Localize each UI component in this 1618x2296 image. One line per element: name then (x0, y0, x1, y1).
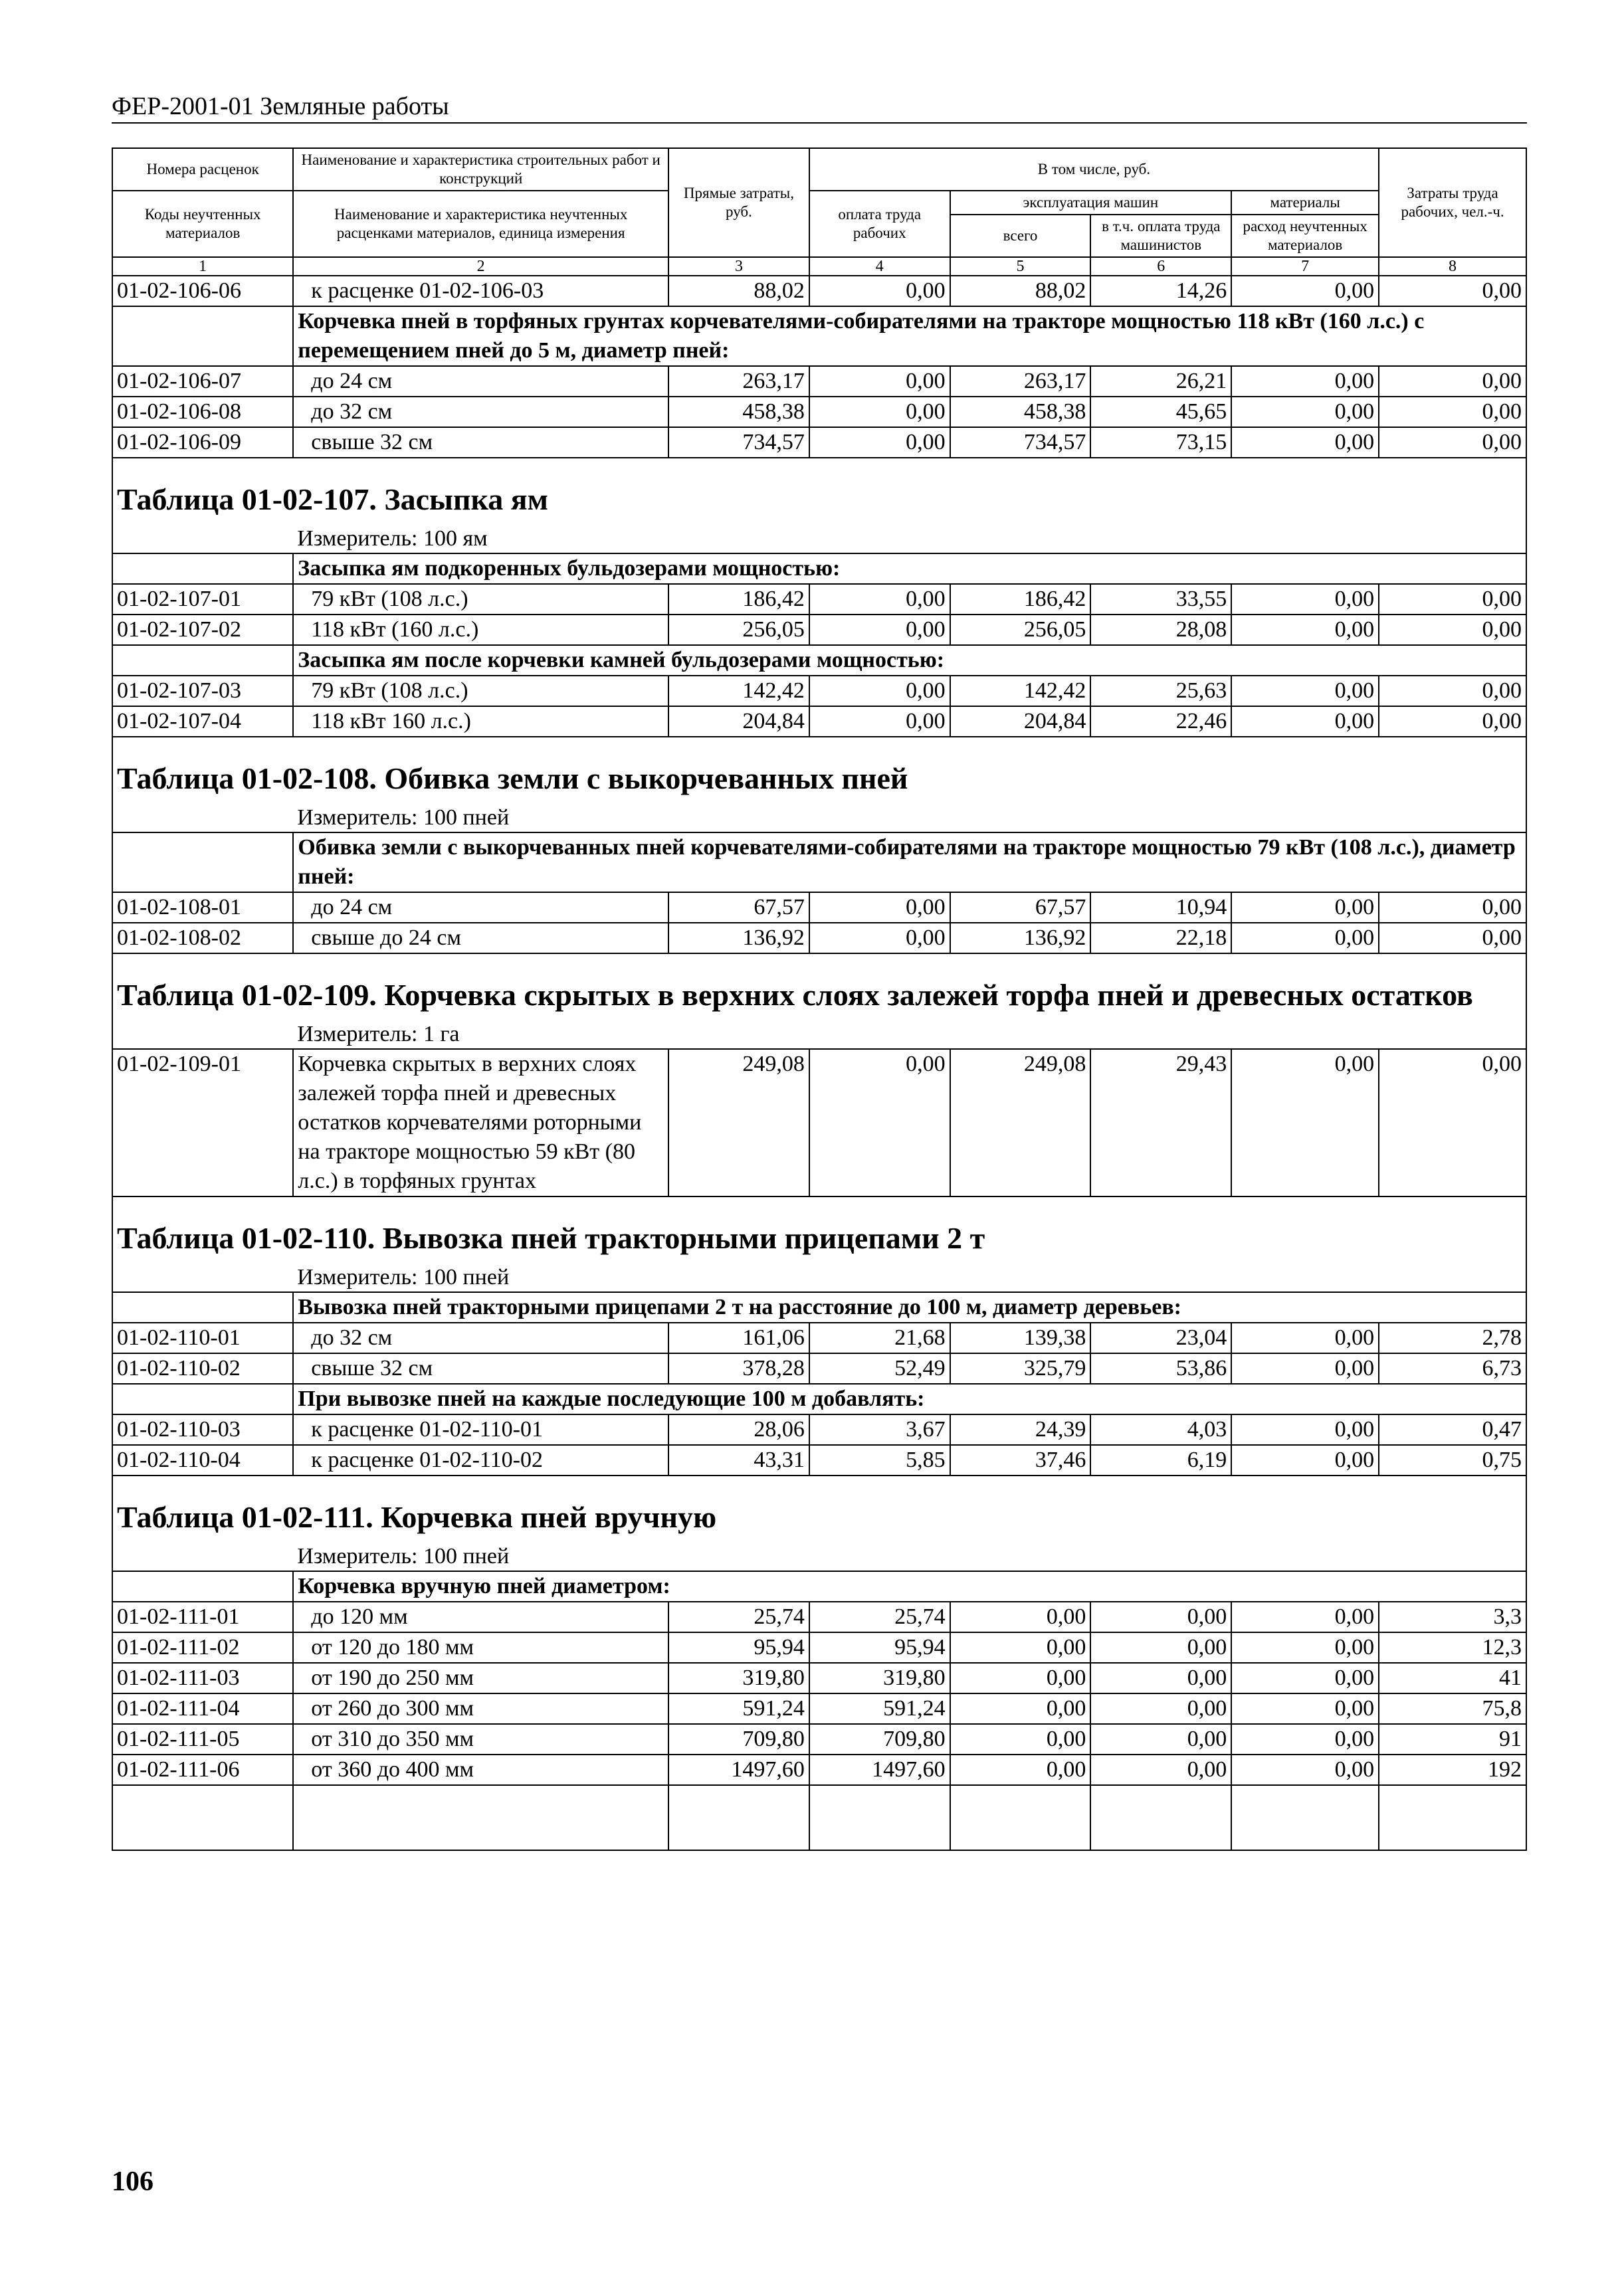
group-blank (112, 306, 293, 366)
table-row (112, 1693, 1526, 1724)
group-blank (112, 645, 293, 676)
rate-code: 01-02-106-09 (112, 427, 293, 458)
table-row (112, 676, 1526, 706)
header-direct-costs: Прямые затраты, руб. (668, 148, 809, 257)
value-cell: 378,28 (668, 1353, 809, 1384)
running-head: ФЕР-2001-01 Земляные работы (112, 92, 1527, 124)
value-cell: 0,00 (1379, 706, 1526, 737)
table-row (112, 923, 1526, 953)
value-cell: 319,80 (668, 1663, 809, 1693)
value-cell: 75,8 (1379, 1693, 1526, 1724)
value-cell: 256,05 (668, 615, 809, 645)
value-cell: 139,38 (950, 1323, 1091, 1353)
value-cell: 10,94 (1090, 892, 1231, 923)
group-heading: Корчевка пней в торфяных грунтах корчевателями-собирателями на тракторе мощностью 118 кВт (160 л.с.) с перемещением пней до 5 м, диаметр пней: (293, 306, 1526, 366)
measure-unit-row (112, 525, 1526, 553)
value-cell: 22,18 (1090, 923, 1231, 953)
measure-unit: Измеритель: 100 пней (293, 1543, 1526, 1571)
value-cell: 22,46 (1090, 706, 1231, 737)
empty-cell (950, 1785, 1091, 1850)
value-cell: 256,05 (950, 615, 1091, 645)
value-cell: 88,02 (950, 276, 1091, 306)
value-cell: 6,73 (1379, 1353, 1526, 1384)
value-cell: 0,00 (809, 1049, 950, 1196)
value-cell: 28,08 (1090, 615, 1231, 645)
value-cell: 14,26 (1090, 276, 1231, 306)
group-blank (112, 832, 293, 892)
value-cell: 0,00 (1379, 923, 1526, 953)
value-cell: 263,17 (668, 366, 809, 397)
group-row (112, 1292, 1526, 1323)
value-cell: 0,00 (1379, 276, 1526, 306)
value-cell: 734,57 (668, 427, 809, 458)
value-cell: 88,02 (668, 276, 809, 306)
value-cell: 0,00 (1379, 584, 1526, 615)
column-number: 7 (1231, 257, 1379, 276)
value-cell: 0,00 (1231, 1323, 1379, 1353)
rate-code: 01-02-111-05 (112, 1724, 293, 1755)
group-heading: При вывозке пней на каждые последующие 100 м добавлять: (293, 1384, 1526, 1414)
value-cell: 709,80 (809, 1724, 950, 1755)
table-row (112, 706, 1526, 737)
header-material-codes: Коды неучтенных материалов (112, 191, 293, 257)
value-cell: 0,00 (1379, 1049, 1526, 1196)
value-cell: 0,00 (809, 923, 950, 953)
value-cell: 325,79 (950, 1353, 1091, 1384)
header-row-1 (112, 148, 1526, 191)
work-name: до 24 см (293, 892, 668, 923)
group-heading: Вывозка пней тракторными прицепами 2 т на расстояние до 100 м, диаметр деревьев: (293, 1292, 1526, 1323)
column-number: 2 (293, 257, 668, 276)
value-cell: 249,08 (950, 1049, 1091, 1196)
group-row (112, 306, 1526, 366)
rate-code: 01-02-111-01 (112, 1602, 293, 1632)
header-labor: Затраты труда рабочих, чел.-ч. (1379, 148, 1526, 257)
page-number: 106 (112, 2166, 153, 2197)
work-name: к расценке 01-02-110-02 (293, 1445, 668, 1476)
rate-code: 01-02-111-02 (112, 1632, 293, 1663)
value-cell: 0,00 (1231, 366, 1379, 397)
value-cell: 0,00 (1231, 676, 1379, 706)
value-cell: 3,67 (809, 1414, 950, 1445)
value-cell: 26,21 (1090, 366, 1231, 397)
header-row-2 (112, 191, 1526, 215)
rate-code: 01-02-110-02 (112, 1353, 293, 1384)
rate-code: 01-02-110-04 (112, 1445, 293, 1476)
value-cell: 0,00 (1379, 892, 1526, 923)
value-cell: 591,24 (809, 1693, 950, 1724)
measure-unit: Измеритель: 1 га (293, 1020, 1526, 1049)
group-blank (112, 553, 293, 584)
header-wages: оплата труда рабочих (809, 191, 950, 257)
table-row (112, 1049, 1526, 1196)
column-number: 5 (950, 257, 1091, 276)
work-name: от 360 до 400 мм (293, 1755, 668, 1785)
value-cell: 28,06 (668, 1414, 809, 1445)
value-cell: 142,42 (668, 676, 809, 706)
value-cell: 0,00 (950, 1602, 1091, 1632)
rate-code: 01-02-106-06 (112, 276, 293, 306)
table-title-row (112, 953, 1526, 1020)
work-name: свыше до 24 см (293, 923, 668, 953)
rate-code: 01-02-106-08 (112, 397, 293, 427)
value-cell: 204,84 (950, 706, 1091, 737)
value-cell: 0,00 (1090, 1693, 1231, 1724)
work-name: свыше 32 см (293, 1353, 668, 1384)
work-name: от 190 до 250 мм (293, 1663, 668, 1693)
empty-cell (1379, 1785, 1526, 1850)
value-cell: 95,94 (668, 1632, 809, 1663)
group-row (112, 1571, 1526, 1602)
measure-blank (112, 1020, 293, 1049)
value-cell: 0,00 (1379, 676, 1526, 706)
measure-unit: Измеритель: 100 пней (293, 804, 1526, 832)
measure-unit-row (112, 804, 1526, 832)
group-blank (112, 1571, 293, 1602)
rate-code: 01-02-108-01 (112, 892, 293, 923)
rate-code: 01-02-107-03 (112, 676, 293, 706)
header-rate-numbers: Номера расценок (112, 148, 293, 191)
group-row (112, 645, 1526, 676)
header-including: В том числе, руб. (809, 148, 1379, 191)
work-name: от 260 до 300 мм (293, 1693, 668, 1724)
value-cell: 0,00 (809, 706, 950, 737)
value-cell: 458,38 (950, 397, 1091, 427)
value-cell: 2,78 (1379, 1323, 1526, 1353)
rate-code: 01-02-110-01 (112, 1323, 293, 1353)
value-cell: 249,08 (668, 1049, 809, 1196)
rate-code: 01-02-109-01 (112, 1049, 293, 1196)
value-cell: 91 (1379, 1724, 1526, 1755)
value-cell: 67,57 (950, 892, 1091, 923)
empty-cell (112, 1785, 293, 1850)
value-cell: 12,3 (1379, 1632, 1526, 1663)
table-title: Таблица 01-02-111. Корчевка пней вручную (112, 1476, 1526, 1543)
value-cell: 0,00 (809, 676, 950, 706)
work-name: от 310 до 350 мм (293, 1724, 668, 1755)
group-heading: Засыпка ям после корчевки камней бульдозерами мощностью: (293, 645, 1526, 676)
table-row (112, 1632, 1526, 1663)
value-cell: 95,94 (809, 1632, 950, 1663)
value-cell: 4,03 (1090, 1414, 1231, 1445)
column-number: 4 (809, 257, 950, 276)
value-cell: 0,00 (1231, 584, 1379, 615)
group-heading: Обивка земли с выкорчеванных пней корчевателями-собирателями на тракторе мощностью 79 кВт (108 л.с.), диаметр пней: (293, 832, 1526, 892)
column-number: 8 (1379, 257, 1526, 276)
value-cell: 0,00 (1231, 923, 1379, 953)
value-cell: 33,55 (1090, 584, 1231, 615)
work-name: к расценке 01-02-106-03 (293, 276, 668, 306)
value-cell: 29,43 (1090, 1049, 1231, 1196)
column-number: 3 (668, 257, 809, 276)
measure-unit: Измеритель: 100 ям (293, 525, 1526, 553)
rate-code: 01-02-107-04 (112, 706, 293, 737)
value-cell: 142,42 (950, 676, 1091, 706)
value-cell: 37,46 (950, 1445, 1091, 1476)
table-row (112, 366, 1526, 397)
measure-blank (112, 1543, 293, 1571)
value-cell: 3,3 (1379, 1602, 1526, 1632)
value-cell: 458,38 (668, 397, 809, 427)
work-name: 118 кВт (160 л.с.) (293, 615, 668, 645)
value-cell: 25,74 (809, 1602, 950, 1632)
rate-code: 01-02-111-04 (112, 1693, 293, 1724)
header-machine-drivers: в т.ч. оплата труда машинистов (1090, 215, 1231, 257)
column-number-row (112, 257, 1526, 276)
measure-unit: Измеритель: 100 пней (293, 1264, 1526, 1292)
value-cell: 0,75 (1379, 1445, 1526, 1476)
value-cell: 0,00 (1231, 1602, 1379, 1632)
value-cell: 0,00 (1231, 1445, 1379, 1476)
header-machines: эксплуатация машин (950, 191, 1232, 215)
measure-blank (112, 804, 293, 832)
measure-blank (112, 1264, 293, 1292)
work-name: 118 кВт 160 л.с.) (293, 706, 668, 737)
value-cell: 0,00 (1231, 1693, 1379, 1724)
work-name: свыше 32 см (293, 427, 668, 458)
table-title-row (112, 1476, 1526, 1543)
value-cell: 0,00 (1231, 1353, 1379, 1384)
value-cell: 0,00 (950, 1693, 1091, 1724)
work-name: Корчевка скрытых в верхних слоях залежей торфа пней и древесных остатков корчевателями роторными на тракторе мощностью 59 кВт (80 л.с.) в торфяных грунтах (293, 1049, 668, 1196)
value-cell: 1497,60 (809, 1755, 950, 1785)
value-cell: 0,00 (1379, 615, 1526, 645)
table-row (112, 1445, 1526, 1476)
group-row (112, 832, 1526, 892)
header-machines-total: всего (950, 215, 1091, 257)
value-cell: 0,00 (1231, 276, 1379, 306)
value-cell: 0,00 (809, 276, 950, 306)
table-title: Таблица 01-02-109. Корчевка скрытых в верхних слоях залежей торфа пней и древесных остатков (112, 953, 1526, 1020)
value-cell: 0,00 (950, 1663, 1091, 1693)
value-cell: 0,00 (1231, 397, 1379, 427)
rates-table (112, 147, 1527, 1851)
table-row (112, 584, 1526, 615)
value-cell: 0,00 (950, 1724, 1091, 1755)
value-cell: 41 (1379, 1663, 1526, 1693)
value-cell: 6,19 (1090, 1445, 1231, 1476)
value-cell: 186,42 (950, 584, 1091, 615)
work-name: 79 кВт (108 л.с.) (293, 676, 668, 706)
column-number: 1 (112, 257, 293, 276)
measure-blank (112, 525, 293, 553)
value-cell: 0,00 (950, 1632, 1091, 1663)
empty-row (112, 1785, 1526, 1850)
value-cell: 45,65 (1090, 397, 1231, 427)
rate-code: 01-02-107-02 (112, 615, 293, 645)
value-cell: 263,17 (950, 366, 1091, 397)
work-name: до 24 см (293, 366, 668, 397)
rate-code: 01-02-111-03 (112, 1663, 293, 1693)
rate-code: 01-02-111-06 (112, 1755, 293, 1785)
empty-cell (809, 1785, 950, 1850)
value-cell: 0,00 (809, 615, 950, 645)
column-number: 6 (1090, 257, 1231, 276)
table-row (112, 276, 1526, 306)
value-cell: 0,00 (1231, 1755, 1379, 1785)
value-cell: 0,00 (809, 366, 950, 397)
table-title: Таблица 01-02-107. Засыпка ям (112, 458, 1526, 525)
value-cell: 0,00 (1231, 706, 1379, 737)
value-cell: 52,49 (809, 1353, 950, 1384)
group-heading: Корчевка вручную пней диаметром: (293, 1571, 1526, 1602)
value-cell: 192 (1379, 1755, 1526, 1785)
value-cell: 0,00 (809, 397, 950, 427)
value-cell: 43,31 (668, 1445, 809, 1476)
rate-code: 01-02-110-03 (112, 1414, 293, 1445)
value-cell: 319,80 (809, 1663, 950, 1693)
value-cell: 67,57 (668, 892, 809, 923)
work-name: до 32 см (293, 1323, 668, 1353)
work-name: 79 кВт (108 л.с.) (293, 584, 668, 615)
table-row (112, 1724, 1526, 1755)
rate-code: 01-02-106-07 (112, 366, 293, 397)
measure-unit-row (112, 1543, 1526, 1571)
group-row (112, 1384, 1526, 1414)
value-cell: 0,00 (1090, 1632, 1231, 1663)
value-cell: 0,00 (1379, 366, 1526, 397)
header-work-name: Наименование и характеристика строительных работ и конструкций (293, 148, 668, 191)
work-name: от 120 до 180 мм (293, 1632, 668, 1663)
table-row (112, 615, 1526, 645)
table-row (112, 1323, 1526, 1353)
value-cell: 161,06 (668, 1323, 809, 1353)
value-cell: 0,00 (809, 892, 950, 923)
value-cell: 25,74 (668, 1602, 809, 1632)
value-cell: 1497,60 (668, 1755, 809, 1785)
group-blank (112, 1292, 293, 1323)
rate-code: 01-02-108-02 (112, 923, 293, 953)
value-cell: 0,00 (1379, 397, 1526, 427)
rate-code: 01-02-107-01 (112, 584, 293, 615)
table-row (112, 1353, 1526, 1384)
value-cell: 709,80 (668, 1724, 809, 1755)
table-row (112, 1663, 1526, 1693)
measure-unit-row (112, 1264, 1526, 1292)
value-cell: 25,63 (1090, 676, 1231, 706)
table-row (112, 1755, 1526, 1785)
value-cell: 73,15 (1090, 427, 1231, 458)
table-title-row (112, 737, 1526, 804)
value-cell: 0,47 (1379, 1414, 1526, 1445)
value-cell: 0,00 (1231, 615, 1379, 645)
group-heading: Засыпка ям подкоренных бульдозерами мощностью: (293, 553, 1526, 584)
header-materials: материалы (1231, 191, 1379, 215)
table-title: Таблица 01-02-110. Вывозка пней тракторными прицепами 2 т (112, 1196, 1526, 1264)
value-cell: 0,00 (1090, 1602, 1231, 1632)
value-cell: 0,00 (1090, 1663, 1231, 1693)
value-cell: 21,68 (809, 1323, 950, 1353)
value-cell: 0,00 (1231, 1414, 1379, 1445)
value-cell: 186,42 (668, 584, 809, 615)
table-row (112, 1414, 1526, 1445)
value-cell: 591,24 (668, 1693, 809, 1724)
group-blank (112, 1384, 293, 1414)
value-cell: 0,00 (1379, 427, 1526, 458)
value-cell: 0,00 (950, 1755, 1091, 1785)
empty-cell (1090, 1785, 1231, 1850)
header-material-usage: расход неучтенных материалов (1231, 215, 1379, 257)
table-title-row (112, 458, 1526, 525)
value-cell: 0,00 (809, 427, 950, 458)
value-cell: 0,00 (1231, 1632, 1379, 1663)
header-material-name: Наименование и характеристика неучтенных расценками материалов, единица измерения (293, 191, 668, 257)
group-row (112, 553, 1526, 584)
value-cell: 0,00 (1231, 427, 1379, 458)
value-cell: 734,57 (950, 427, 1091, 458)
value-cell: 0,00 (1231, 892, 1379, 923)
value-cell: 24,39 (950, 1414, 1091, 1445)
value-cell: 5,85 (809, 1445, 950, 1476)
work-name: до 32 см (293, 397, 668, 427)
table-title-row (112, 1196, 1526, 1264)
value-cell: 0,00 (809, 584, 950, 615)
value-cell: 136,92 (668, 923, 809, 953)
work-name: к расценке 01-02-110-01 (293, 1414, 668, 1445)
table-row (112, 1602, 1526, 1632)
value-cell: 0,00 (1231, 1724, 1379, 1755)
work-name: до 120 мм (293, 1602, 668, 1632)
measure-unit-row (112, 1020, 1526, 1049)
value-cell: 0,00 (1231, 1049, 1379, 1196)
empty-cell (293, 1785, 668, 1850)
value-cell: 204,84 (668, 706, 809, 737)
table-row (112, 892, 1526, 923)
value-cell: 136,92 (950, 923, 1091, 953)
table-row (112, 397, 1526, 427)
table-title: Таблица 01-02-108. Обивка земли с выкорчеванных пней (112, 737, 1526, 804)
value-cell: 53,86 (1090, 1353, 1231, 1384)
value-cell: 23,04 (1090, 1323, 1231, 1353)
empty-cell (668, 1785, 809, 1850)
empty-cell (1231, 1785, 1379, 1850)
value-cell: 0,00 (1090, 1724, 1231, 1755)
value-cell: 0,00 (1090, 1755, 1231, 1785)
table-row (112, 427, 1526, 458)
value-cell: 0,00 (1231, 1663, 1379, 1693)
